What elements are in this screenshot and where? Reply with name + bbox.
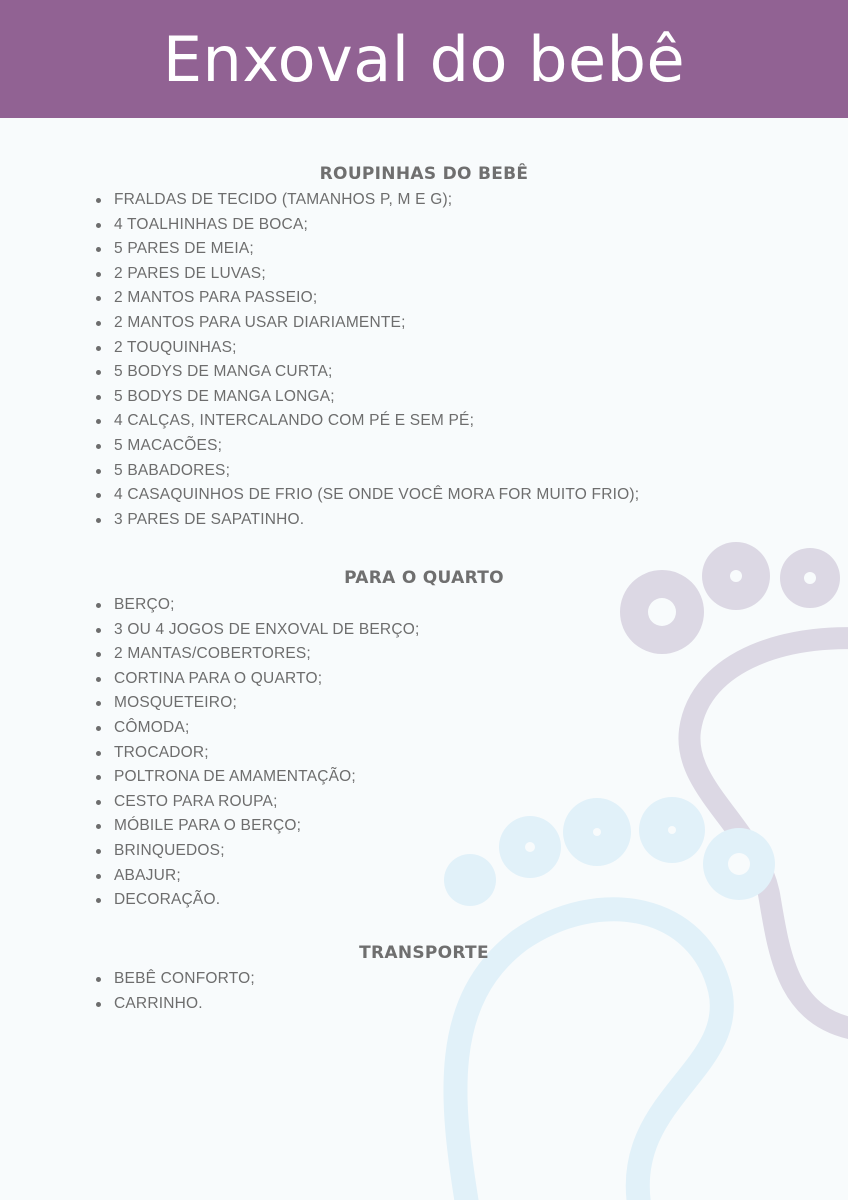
section-title-transporte: TRANSPORTE — [359, 943, 489, 963]
list-item: 2 MANTOS PARA USAR DIARIAMENTE; — [114, 311, 639, 336]
list-item: 5 PARES DE MEIA; — [114, 237, 639, 262]
list-item: 3 PARES DE SAPATINHO. — [114, 508, 639, 533]
list-item: 4 CALÇAS, INTERCALANDO COM PÉ E SEM PÉ; — [114, 409, 639, 434]
list-item: BRINQUEDOS; — [114, 839, 419, 864]
list-item: BERÇO; — [114, 593, 419, 618]
list-item: ABAJUR; — [114, 864, 419, 889]
list-item: 2 PARES DE LUVAS; — [114, 262, 639, 287]
list-item: 2 MANTAS/COBERTORES; — [114, 642, 419, 667]
list-item: MÓBILE PARA O BERÇO; — [114, 814, 419, 839]
list-item: 5 BODYS DE MANGA LONGA; — [114, 385, 639, 410]
list-item: CORTINA PARA O QUARTO; — [114, 667, 419, 692]
list-item: CARRINHO. — [114, 992, 255, 1017]
list-item: CESTO PARA ROUPA; — [114, 790, 419, 815]
list-transporte — [114, 967, 255, 1016]
list-item: DECORAÇÃO. — [114, 888, 419, 913]
list-item: BEBÊ CONFORTO; — [114, 967, 255, 992]
list-roupinhas — [114, 188, 639, 532]
section-title-roupinhas: ROUPINHAS DO BEBÊ — [319, 164, 529, 184]
page-title: Enxoval do bebê — [162, 23, 686, 96]
list-item: 5 BABADORES; — [114, 459, 639, 484]
list-item: 2 TOUQUINHAS; — [114, 336, 639, 361]
list-item: FRALDAS DE TECIDO (TAMANHOS P, M E G); — [114, 188, 639, 213]
list-item: 5 MACACÕES; — [114, 434, 639, 459]
list-item: 5 BODYS DE MANGA CURTA; — [114, 360, 639, 385]
list-item: 2 MANTOS PARA PASSEIO; — [114, 286, 639, 311]
list-item: CÔMODA; — [114, 716, 419, 741]
list-quarto — [114, 593, 419, 913]
list-item: 4 TOALHINHAS DE BOCA; — [114, 213, 639, 238]
section-title-quarto: PARA O QUARTO — [344, 568, 504, 588]
list-item: MOSQUETEIRO; — [114, 691, 419, 716]
list-item: 3 OU 4 JOGOS DE ENXOVAL DE BERÇO; — [114, 618, 419, 643]
list-item: POLTRONA DE AMAMENTAÇÃO; — [114, 765, 419, 790]
list-item: TROCADOR; — [114, 741, 419, 766]
list-item: 4 CASAQUINHOS DE FRIO (SE ONDE VOCÊ MORA FOR MUITO FRIO); — [114, 483, 639, 508]
